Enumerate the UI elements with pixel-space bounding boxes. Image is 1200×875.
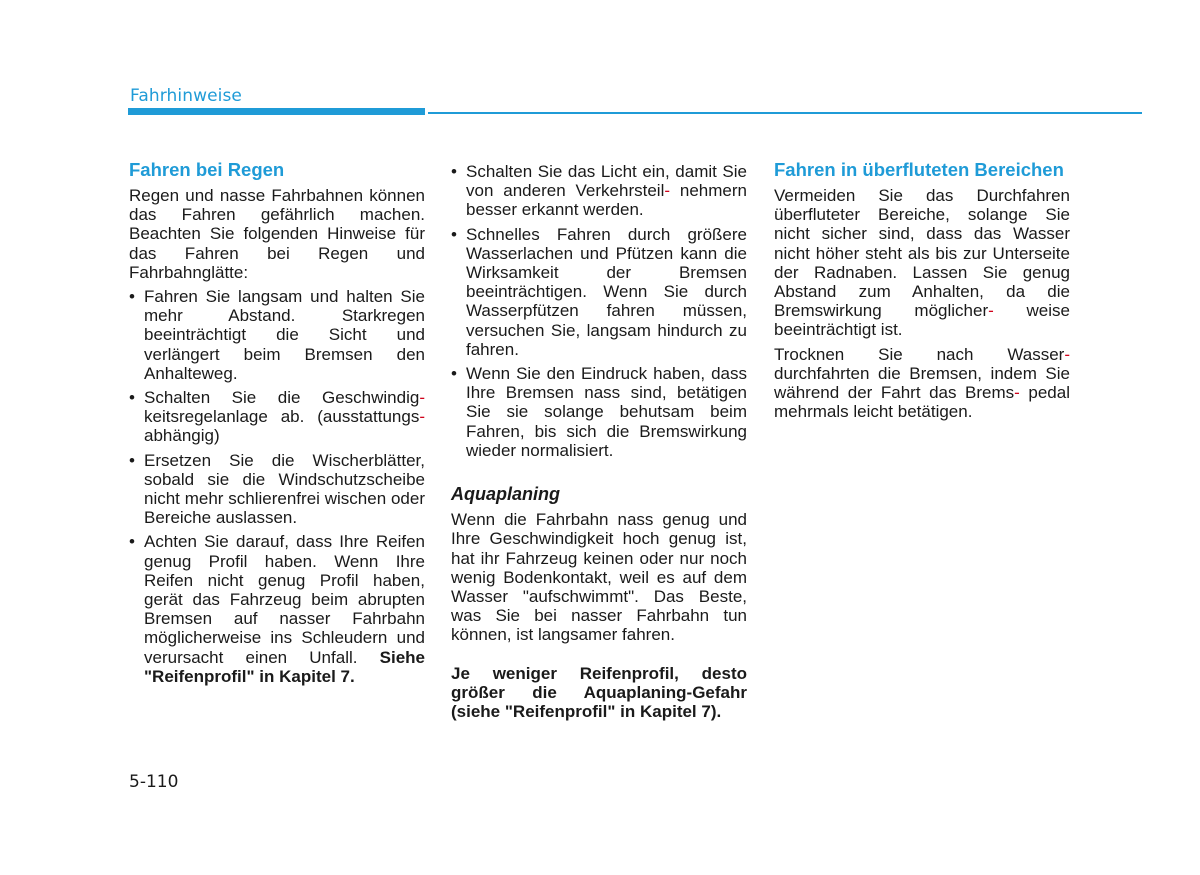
list-item: • Fahren Sie langsam und halten Sie mehr Abstand. Starkregen beeinträchtigt die Sicht und verlängert beim Bremsen den Anhalteweg. [129, 287, 425, 383]
rain-intro: Regen und nasse Fahrbahnen können das Fahren gefährlich machen. Beachten Sie folgenden Hinweise für das Fahren bei Regen und Fahrbahnglätte: [129, 186, 425, 282]
page-header-title: Fahrhinweise [130, 86, 242, 106]
list-item: • Schnelles Fahren durch größere Wasserlachen und Pfützen kann die Wirksamkeit der Bremsen beeinträchtigen. Wenn Sie durch Wasserpfützen fahren müssen, versuchen Sie, langsam hindurch zu fahren. [451, 225, 747, 359]
list-item: • Wenn Sie den Eindruck haben, dass Ihre Bremsen nass sind, betätigen Sie sie solange behutsam beim Fahren, bis sich die Bremswirkung wieder normalisiert. [451, 364, 747, 460]
aquaplaning-warning: Je weniger Reifenprofil, desto größer die Aquaplaning-Gefahr (siehe "Reifenprofil" in Kapitel 7). [451, 663, 747, 722]
chapter-reference: Siehe "Reifenprofil" in Kapitel 7. [144, 647, 425, 686]
column-2 [451, 162, 747, 726]
list-item: • Achten Sie darauf, dass Ihre Reifen genug Profil haben. Wenn Ihre Reifen nicht genug Profil haben, gerät das Fahrzeug beim abrupten Bremsen auf nasser Fahrbahn möglicherweise ins Schleudern und verursacht einen Unfall. Siehe "Reifenprofil" in Kapitel 7. [129, 532, 425, 686]
flooded-paragraph-2: Trocknen Sie nach Wasser- durchfahrten die Bremsen, indem Sie während der Fahrt das Brems- pedal mehrmals leicht betätigen. [774, 344, 1070, 422]
rain-bullet-list [129, 287, 425, 686]
list-item: • Schalten Sie die Geschwindig- keitsregelanlage ab. (ausstattungs- abhängig) [129, 388, 425, 446]
aquaplaning-paragraph: Wenn die Fahrbahn nass genug und Ihre Geschwindigkeit hoch genug ist, hat ihr Fahrzeug keinen oder nur noch wenig Bodenkontakt, weil es auf dem Wasser "aufschwimmt". Das Beste, was Sie bei nasser Fahrbahn tun können, ist langsamer fahren. [451, 510, 747, 645]
section-heading-rain: Fahren bei Regen [129, 159, 285, 180]
flooded-paragraph-1: Vermeiden Sie das Durchfahren überfluteter Bereiche, solange Sie nicht sicher sind, dass das Wasser nicht höher steht als bis zur Unterseite der Radnaben. Lassen Sie genug Abstand zum Anhalten, da die Bremswirkung möglicher- weise beeinträchtigt ist. [774, 186, 1070, 340]
column-3 [774, 160, 1070, 426]
header-bar-thin [428, 112, 1142, 114]
subheading-aquaplaning: Aquaplaning [451, 484, 560, 505]
list-item: • Schalten Sie das Licht ein, damit Sie von anderen Verkehrsteil- nehmern besser erkannt werden. [451, 162, 747, 220]
header-bar-thick [128, 108, 425, 115]
page-number: 5-110 [129, 772, 179, 792]
rain-bullet-list-continued [451, 162, 747, 460]
column-1 [129, 160, 425, 691]
section-heading-flooded: Fahren in überfluteten Bereichen [774, 159, 1064, 180]
list-item: • Ersetzen Sie die Wischerblätter, sobald sie die Windschutzscheibe nicht mehr schlierenfrei wischen oder Bereiche auslassen. [129, 451, 425, 528]
